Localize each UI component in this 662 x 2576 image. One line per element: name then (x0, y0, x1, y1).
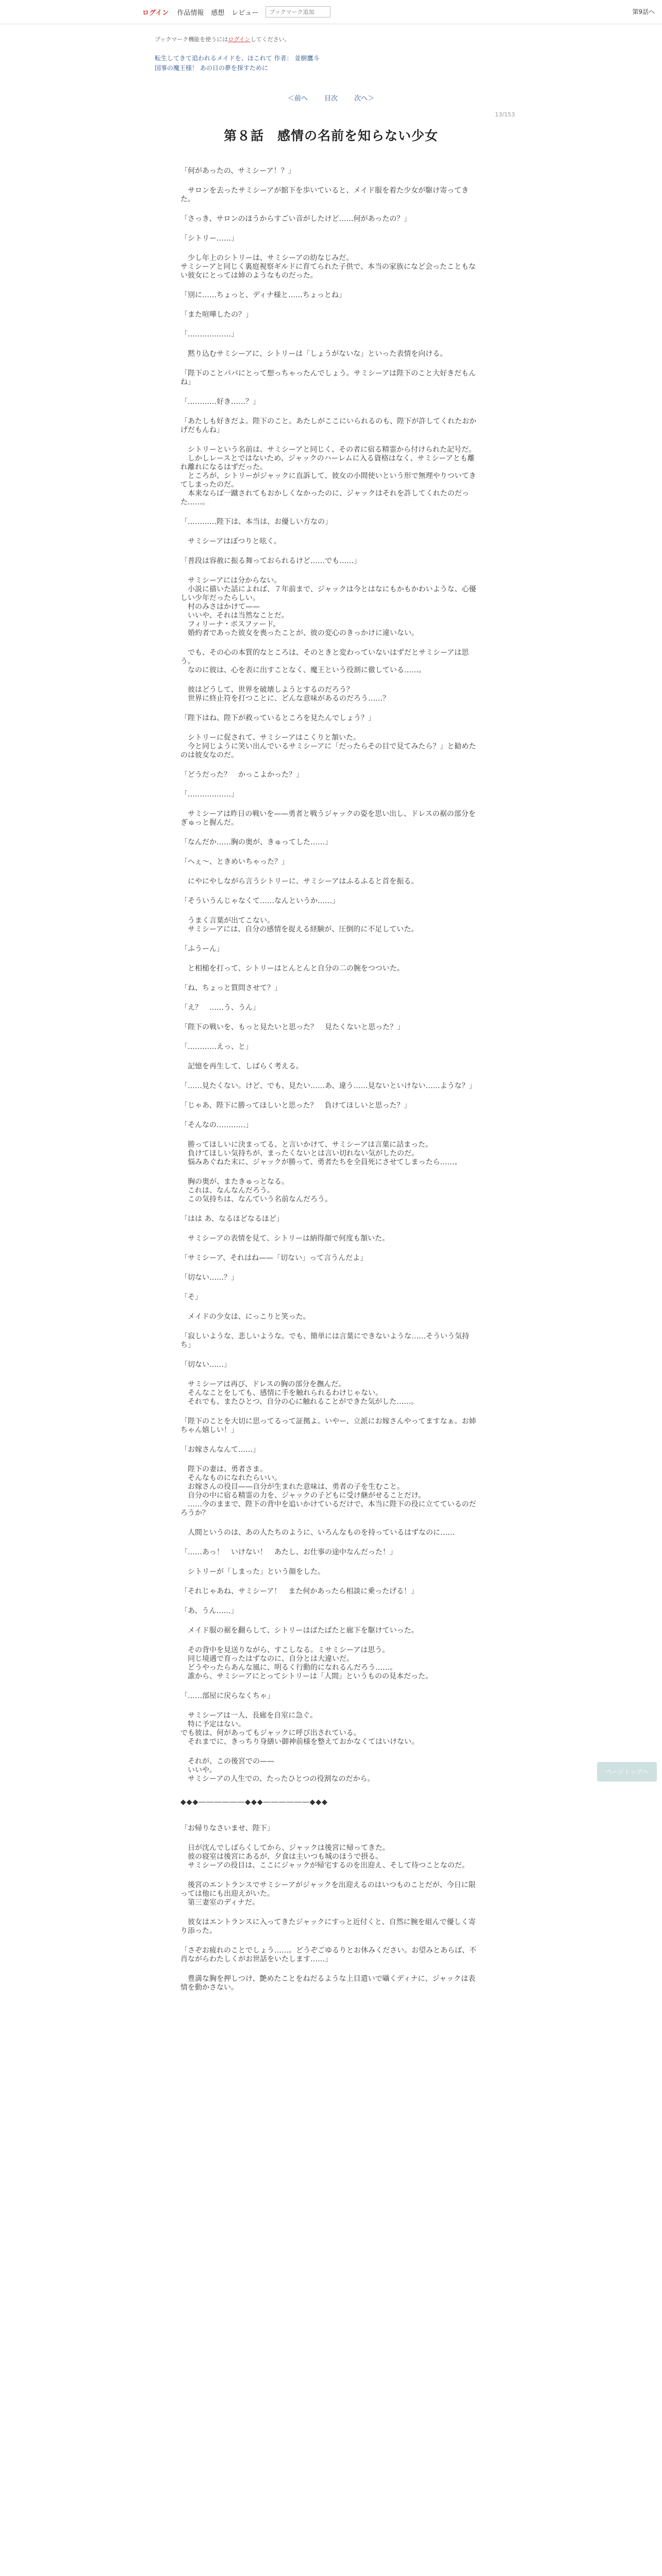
body-paragraph: サミシーアは昨日の戦いを——勇者と戦うジャックの姿を思い出し、ドレスの裾の部分をぎゅっと握んだ。 (180, 810, 476, 827)
body-paragraph: 「陛下のことパパにとって想っちゃったんでしょう。サミシーアは陛下のこと大好きだもんね」 (180, 369, 476, 386)
body-paragraph: でも、その心の本質的なところは、そのときと変わっていないはずだとサミシーアは思う。 なのに彼は、心を表に出すことなく、魔王という役割に徹している……。 (180, 649, 469, 674)
top-navigation-bar (0, 0, 662, 24)
body-paragraph: 「………………」 (180, 790, 238, 799)
body-paragraph: メイドの少女は、にっこりと笑った。 (180, 1313, 310, 1321)
page-top-button[interactable]: ページトップへ (597, 1762, 657, 1782)
body-paragraph: 「お帰りなさいませ、陛下」 (180, 1824, 274, 1833)
body-paragraph: サロンを去ったサミシーアが館下を歩いていると、メイド服を着た少女が駆け寄ってきた。 (180, 187, 469, 204)
body-paragraph: 後宮のエントランスでサミシーアがジャックを出迎えるのはいつものことだが、今日に限っては他にも出迎えがいた。 第三妻室のディナだ。 (180, 1881, 476, 1907)
body-paragraph: 「そういうんじゃなくて……なんというか……」 (180, 897, 339, 905)
body-paragraph: 「さっき、サロンのほうからすごい音がしたけど……何があったの？」 (180, 215, 411, 223)
body-paragraph: 「………………」 (180, 330, 238, 338)
body-paragraph: 「陛下の戦いを、もっと見たいと思った？ 見たくないと思った？」 (180, 1023, 404, 1031)
body-paragraph: 「何があったの、サミシーア！？」 (180, 167, 295, 175)
body-paragraph: 「サミシーア、それはね——「切ない」って言うんだよ」 (180, 1254, 368, 1262)
series-subtitle-line[interactable]: 国事の魔王様！ あの日の夢を探すために (155, 64, 268, 72)
body-paragraph: サミシーアには分からない。 小説に描いた話によれば、７年前まで、ジャックは今とはなにもかもかわいような、心優しい少年だったらしい。 村のみさはかけて—— いいや、それは当然なことだ。 フィリーナ・ボスファード。 婚約者であった彼女を喪ったことが、彼の変心のきっかけに違いない。 (180, 577, 476, 637)
body-paragraph: 「また喧嘩したの？」 (180, 311, 253, 319)
series-title-line (155, 54, 319, 63)
body-paragraph: 「はは あ、なるほどなるほど」 (180, 1215, 284, 1223)
table-of-contents-link[interactable]: 目次 (324, 95, 338, 103)
nav-review-link[interactable]: レビュー (231, 9, 259, 17)
series-info (155, 54, 319, 73)
chapter-navigation (0, 93, 662, 103)
nav-impressions-link[interactable]: 感想 (211, 9, 225, 17)
bookmark-add-button[interactable] (266, 6, 330, 18)
body-paragraph: 「そんなの…………」 (180, 1121, 253, 1129)
body-paragraph: 「どうだった？ かっこよかった？」 (180, 771, 303, 779)
body-paragraph: 人間というのは、あの人たちのように、いろんなものを持っているはずなのに…… (180, 1529, 455, 1537)
body-paragraph: シトリーという名前は、サミシーアと同じく、その者に宿る精霊から付けられた記号だ。 しかしレースとではないため、ジャックのハーレムに入る資格はなく、サミシーアとも離れ離れになるはずだった。 ところが、シトリーがジャックに直訴して、彼女の小間使いという形で無理やりついてきてしまったのだ。 本来ならば一蹴されてもおかしくなかったのに、ジャックはそれを許してくれたのだった……。 (180, 446, 476, 506)
body-paragraph: サミシーアはぼつりと呟く。 (180, 537, 282, 546)
body-paragraph: 「なんだか……胸の奥が、きゅってした……」 (180, 838, 332, 846)
notice-login-link[interactable]: ログイン (228, 36, 251, 43)
chapter-title: 第８話 感情の名前を知らない少女 (223, 128, 438, 143)
body-paragraph: 「……見たくない。けど、でも、見たい……あ、違う……見ないといけない……ような？」 (180, 1082, 476, 1090)
body-paragraph: それが、この後宮での—— いいや。 サミシーアの人生での、たったひとつの役割なのだから。 (187, 1757, 375, 1783)
body-paragraph: 「…………えっ、と」 (180, 1043, 253, 1051)
notice-text-after: してください。 (250, 36, 290, 43)
body-paragraph: 陛下の妻は、勇者さま。 そんなものになれたらいい。 お嫁さんの役目——自分が生まれた意味は、勇者の子を生むこと。 自分の中に宿る精霊の力を、ジャックの子どもに受け継がせることだけ。 ……今のままで、陛下の背中を追いかけているだけで、本当に陛下の役に立てているのだろうか？ (180, 1465, 476, 1517)
body-paragraph: 彼女はエントランスに入ってきたジャックにすっと近付くと、自然に腕を組んで優しく寄り添った。 (180, 1918, 476, 1935)
top-nav-left (142, 6, 330, 18)
body-paragraph: 「切ない……」 (180, 1361, 231, 1369)
body-paragraph: 記憶を再生して、しばらく考える。 (180, 1062, 303, 1071)
body-paragraph: 「寂しいような、悲しいような。でも、簡単には言葉にできないような……そういう気持ち」 (180, 1332, 469, 1349)
body-paragraph: 「そ」 (180, 1293, 202, 1301)
body-paragraph: 「あたしも好きだよ。陛下のこと。あたしがここにいられるのも、陛下が許してくれたおかげだもんね」 (180, 417, 476, 434)
body-paragraph: 彼はどうして、世界を破壊しようとするのだろう？ 世界に終止符を打つことに、どんな意味があるのだろう……？ (187, 686, 390, 703)
body-paragraph: 「……あっ！ いけない！ あたし、お仕事の途中なんだった！」 (180, 1548, 397, 1556)
login-link[interactable]: ログイン (142, 9, 169, 17)
body-paragraph: 「へぇ～、ときめいちゃった？」 (180, 858, 289, 866)
body-paragraph: 「別に……ちょっと、ディナ様と……ちょっとね」 (180, 291, 346, 299)
next-chapter-top-link[interactable]: 第9話へ (632, 8, 655, 15)
body-paragraph: 勝ってほしいに決まってる、と言いかけて、サミシーアは言葉に詰まった。 負けてほしい気持ちが、まったくないとは言い切れない気がしたのだ。 悩みあぐねた末に、ジャックが勝って、勇者たちを全員死にさせてしまったら……。 (187, 1141, 462, 1166)
bookmark-login-notice (155, 35, 290, 43)
body-paragraph: にやにやしながら言うシトリーに、サミシーアはふるふると首を振る。 (180, 877, 419, 886)
series-title-link[interactable]: 転生してきて追われるメイドを、ほこれて 作者： (155, 55, 293, 62)
body-paragraph: 「…………好き……？」 (180, 398, 260, 406)
body-paragraph: シトリーが「しまった」という顔をした。 (180, 1568, 325, 1576)
scene-separator: ◆◆◆――――――◆◆◆――――――◆◆◆ (180, 1798, 328, 1806)
body-paragraph: 日が沈んでしばらくしてから、ジャックは後宮に帰ってきた。 彼の寝室は後宮にあるが、夕食は主いつも城のほうで摂る。 サミシーアの役目は、ここにジャックが帰宅するのを出迎え、そして待つことなのだ。 (187, 1844, 469, 1870)
body-paragraph: 豊満な胸を押しつけ、艶めたことをねだるような上目遣いで囁くディナに、ジャックは表情を動かさない。 (180, 1975, 476, 1992)
body-paragraph: 「陛下のことを大切に思ってるって証拠よ。いやー、立派にお嫁さんやってますなぁ。お姉ちゃん嬉しい！」 (180, 1417, 476, 1434)
body-paragraph: 「お嫁さんなんて……」 (180, 1446, 260, 1454)
chapter-page-count: 13/153 (495, 111, 515, 118)
body-paragraph: 「ね、ちょっと質問させて？」 (180, 984, 282, 992)
nav-work-info-link[interactable]: 作品情報 (177, 9, 204, 17)
author-link[interactable]: 並樹鷹斗 (294, 55, 320, 62)
body-paragraph: シトリーに促されて、サミシーアはこくりと頷いた。 今と同じように笑い出んでいるサミシーアに「だったらその目で見てみたら？」と勧めたのは彼女なのだ。 (180, 734, 476, 759)
body-paragraph: 「ふうーん」 (180, 945, 224, 953)
body-paragraph: 「じゃあ、陛下に勝ってほしいと思った？ 負けてほしいと思った？」 (180, 1101, 411, 1110)
body-paragraph: サミシーアは再び、ドレスの胸の部分を撫んだ。 そんなことをしても、感情に手を触れられるわけじゃない。 それでも、またひとつ、自分の心に触れることができた気がした……。 (187, 1380, 419, 1406)
body-paragraph: と相槌を打って、シトリーはとんとんと自分の二の腕をつついた。 (180, 964, 404, 973)
body-paragraph: 「切ない……？」 (180, 1274, 238, 1282)
body-paragraph: 「普段は容赦に振る舞っておられるけど……でも……」 (180, 557, 361, 565)
body-paragraph: 「陛下はね、陛下が救っているところを見たんでしょう？」 (180, 714, 375, 722)
notice-text-before: ブックマーク機能を使うには (155, 36, 228, 43)
body-paragraph: 胸の奥が、またきゅっとなる。 これは、なんなんだろう。 この気持ちは、なんていう名前なんだろう。 (187, 1178, 332, 1204)
body-paragraph: うまく言葉が出てこない。 サミシーアには、自分の感情を捉える経験が、圧倒的に不足していた。 (187, 917, 419, 934)
body-paragraph: 「あ、うん……」 (180, 1607, 238, 1615)
body-paragraph: サミシーアの表情を見て、シトリーは納得顔で何度も頷いた。 (180, 1234, 390, 1243)
body-paragraph: 「シトリー……」 (180, 234, 238, 243)
next-chapter-link[interactable]: 次へ＞ (354, 95, 375, 103)
body-paragraph: 「え？ ……う、うん」 (180, 1004, 260, 1012)
body-paragraph: 少し年上のシトリーは、サミシーアの幼なじみだ。 サミシーアと同じく裏庭視察ギルドに育てられた子供で、本当の家族になど会ったこともない彼女にとっては姉のようなものだった。 (180, 254, 476, 280)
body-paragraph: 「……部屋に戻らなくちゃ」 (180, 1692, 274, 1700)
body-paragraph: 黙り込むサミシーアに、シトリーは「しょうがないな」といった表情を向ける。 (180, 350, 448, 358)
chapter-body (180, 167, 479, 2003)
body-paragraph: 「…………陛下は、本当は、お優しい方なの」 (180, 518, 332, 526)
body-paragraph: その背中を見送りながら、すこしなる。ミサミシーアは思う。 同じ境遇で育ったはずなのに、自分とは大違いだ。 どうやったらあんな風に、明るく行動的になれるんだろう……。 誰から、サミシーアにとってシトリーは「人間」というものの見本だった。 (187, 1646, 433, 1681)
prev-chapter-link[interactable]: ＜前へ (287, 95, 308, 103)
body-paragraph: 「それじゃあね、サミシーア！ また何かあったら相談に乗ったげる！」 (180, 1587, 419, 1596)
body-paragraph: 「さぞお疲れのことでしょう……。どうぞごゆるりとお休みください。お望みとあらば、不肖ながらわたしくがお世話をいたします……」 (180, 1946, 476, 1963)
body-paragraph: サミシーアは一人、長廊を自室に急ぐ。 特に予定はない。 でも彼は、何があってもジャックに呼び出されている。 それまでに、きっちり身繕い御神前様を整えておかなくてはいけない。 (180, 1711, 419, 1746)
body-paragraph: メイド服の裾を翻らして、シトリーはばたばたと廊下を駆けていった。 (180, 1626, 419, 1635)
